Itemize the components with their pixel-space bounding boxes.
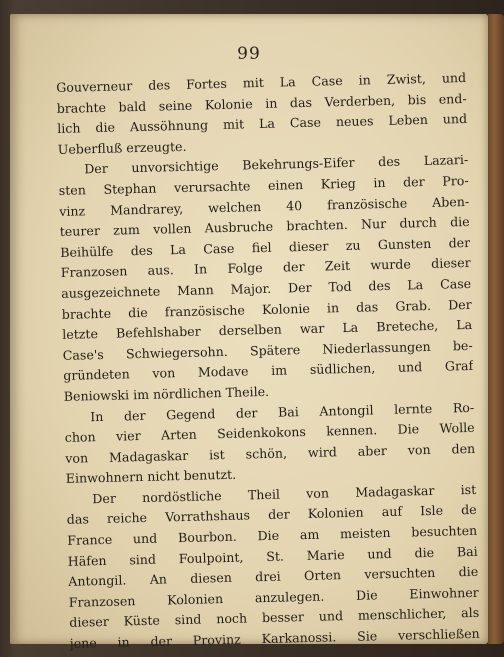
book-page xyxy=(10,14,488,651)
text-line: vinz Mandrarey, welchen 40 französische Aben- xyxy=(59,193,470,219)
text-line: dieser Küste sind noch besser und menschlicher, als xyxy=(69,605,480,631)
text-line: Franzosen aus. In Folge der Zeit wurde dieser xyxy=(60,255,471,281)
text-line: Gouverneur des Fortes mit La Case in Zwist, und xyxy=(56,69,467,95)
book-cover-edge xyxy=(488,14,504,644)
text-line: France und Bourbon. Die am meisten besuchten xyxy=(67,522,478,548)
text-line: Häfen sind Foulpoint, St. Marie und die Bai xyxy=(67,543,478,569)
text-line: lich die Aussöhnung mit La Case neues Leben und xyxy=(57,111,468,137)
text-line: jene in der Provinz Karkanossi. Sie verschließen xyxy=(69,625,480,651)
text-line: von Madagaskar ist schön, wird aber von den xyxy=(65,440,476,466)
text-line: Der unvorsichtige Bekehrungs-Eifer des Lazari- xyxy=(84,152,469,177)
text-line: teurer zum vollen Ausbruche brachten. Nur durch die xyxy=(59,214,470,240)
text-line: brachte bald seine Kolonie in das Verderben, bis end- xyxy=(56,90,467,116)
text-line: das reiche Vorrathshaus der Kolonien auf Isle de xyxy=(66,502,477,528)
text-line: gründeten von Modave im südlichen, und Graf xyxy=(63,358,474,384)
text-line: sten Stephan verursachte einen Krieg in der Pro- xyxy=(58,172,469,198)
text-line: Ueberfluß erzeugte. xyxy=(57,138,187,157)
text-line: Beniowski im nördlichen Theile. xyxy=(63,383,270,404)
page-number: 99 xyxy=(237,44,261,64)
text-line: Case's Schwiegersohn. Spätere Niederlassungen be- xyxy=(62,337,473,363)
text-line: ausgezeichnete Mann Major. Der Tod des La Case xyxy=(61,275,472,301)
text-line: chon vier Arten Seidenkokons kennen. Die Wolle xyxy=(64,419,475,445)
page-text xyxy=(56,68,480,654)
text-line: Beihülfe des La Case fiel dieser zu Gunsten der xyxy=(60,234,471,260)
text-line: brachte die französische Kolonie in das Grab. Der xyxy=(61,296,472,322)
text-line: Der nordöstliche Theil von Madagaskar ist xyxy=(92,481,477,507)
text-line: Einwohnern nicht benutzt. xyxy=(65,467,237,487)
text-line: letzte Befehlshaber derselben war La Breteche, La xyxy=(62,317,473,343)
text-line: Antongil. An diesen drei Orten versuchten die xyxy=(68,564,479,590)
text-line: Franzosen Kolonien anzulegen. Die Einwohner xyxy=(68,584,479,610)
text-line: In der Gegend der Bai Antongil lernte Ro- xyxy=(90,399,475,424)
